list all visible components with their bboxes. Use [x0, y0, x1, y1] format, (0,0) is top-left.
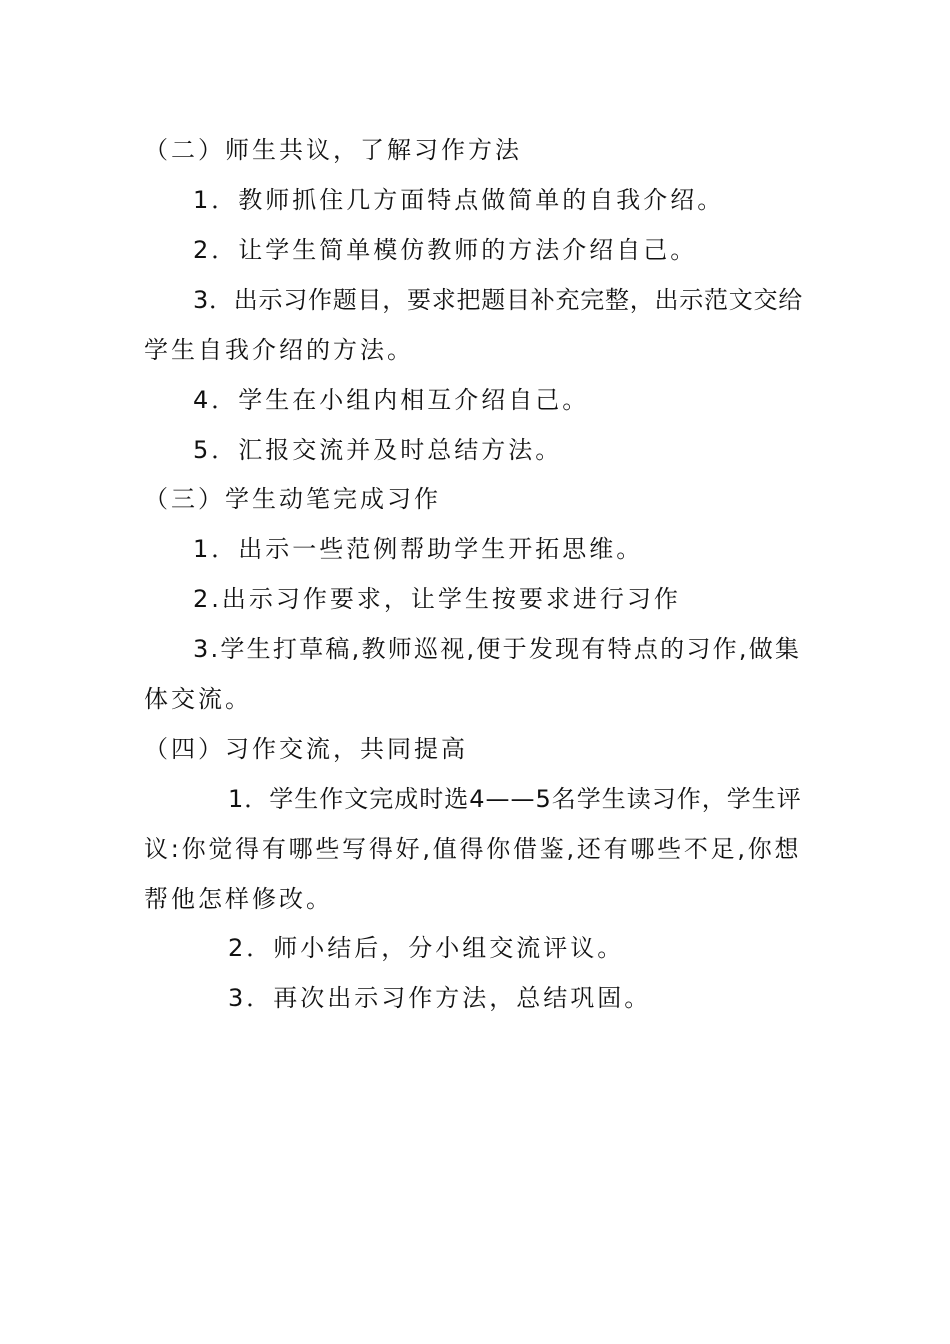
section-3-item-3-continued: 体交流。: [144, 685, 252, 713]
section-3-item-1: 1．出示一些范例帮助学生开拓思维。: [193, 535, 644, 563]
section-2-item-4: 4．学生在小组内相互介绍自己。: [193, 386, 590, 414]
section-3-item-3: 3.学生打草稿,教师巡视,便于发现有特点的习作,做集: [193, 635, 802, 663]
section-heading-4: （四）习作交流，共同提高: [144, 735, 468, 763]
section-heading-2: （二）师生共议，了解习作方法: [144, 136, 522, 164]
section-4-item-1-continued-2: 帮他怎样修改。: [144, 885, 333, 913]
section-4-item-1: 1．学生作文完成时选4——5名学生读习作，学生评: [228, 785, 802, 813]
section-2-item-3-continued: 学生自我介绍的方法。: [144, 336, 414, 364]
section-4-item-2: 2．师小结后，分小组交流评议。: [228, 934, 625, 962]
section-4-item-3: 3．再次出示习作方法，总结巩固。: [228, 984, 652, 1012]
section-3-item-2: 2.出示习作要求，让学生按要求进行习作: [193, 585, 681, 613]
section-2-item-3: 3．出示习作题目，要求把题目补充完整，出示范文交给: [193, 286, 804, 314]
section-2-item-5: 5．汇报交流并及时总结方法。: [193, 436, 563, 464]
section-2-item-1: 1．教师抓住几方面特点做简单的自我介绍。: [193, 186, 725, 214]
section-2-item-2: 2．让学生简单模仿教师的方法介绍自己。: [193, 236, 698, 264]
section-4-item-1-continued-1: 议:你觉得有哪些写得好,值得你借鉴,还有哪些不足,你想: [144, 835, 802, 863]
section-heading-3: （三）学生动笔完成习作: [144, 485, 441, 513]
